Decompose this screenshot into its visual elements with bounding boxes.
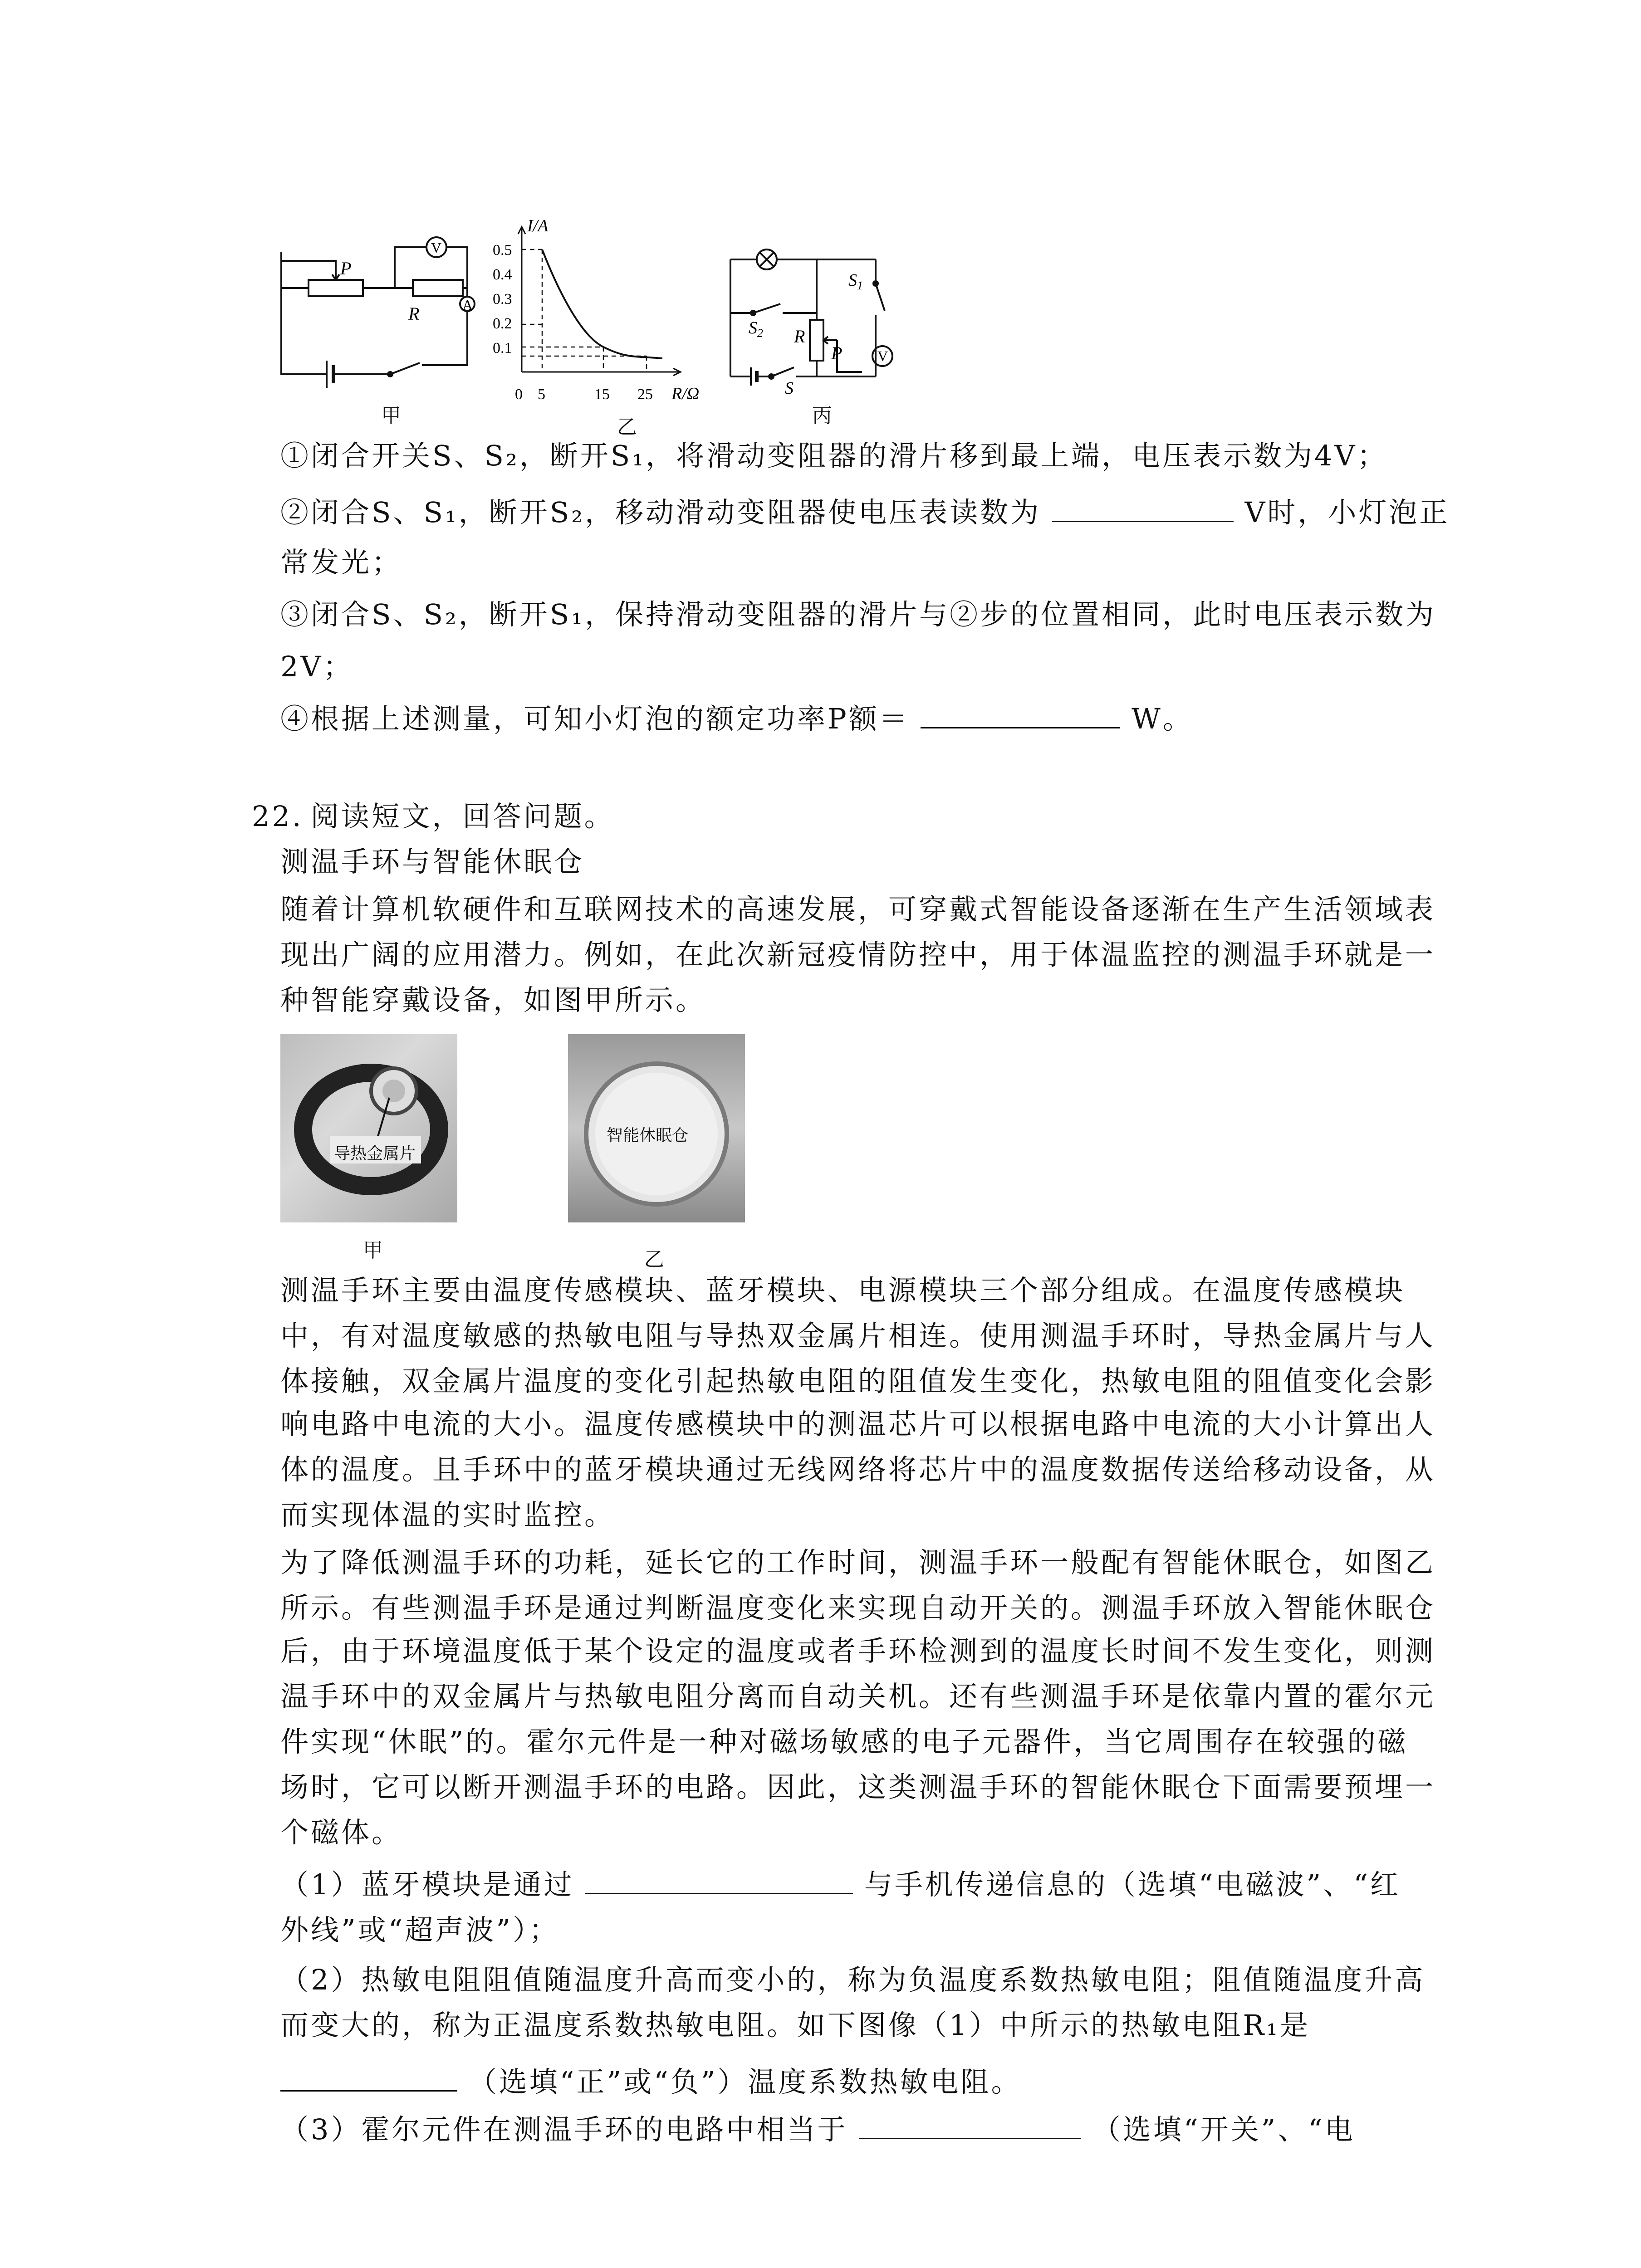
answer-blank-sub1[interactable] xyxy=(585,1867,853,1894)
label-S2: $S_2$ xyxy=(749,318,763,340)
q22-sub2-cont: 而变大的，称为正温度系数热敏电阻。如下图像（1）中所示的热敏电阻R₁是 xyxy=(280,2009,1310,2042)
answer-blank-power[interactable] xyxy=(921,701,1120,728)
photo-sleep-case xyxy=(568,1034,745,1222)
q22-header: 22. 阅读短文，回答问题。 xyxy=(252,800,615,833)
label-A: A xyxy=(462,297,473,313)
q22-p2-l5: 体的温度。且手环中的蓝牙模块通过无线网络将芯片中的温度数据传送给移动设备，从 xyxy=(280,1453,1436,1486)
label-R: R xyxy=(794,326,805,347)
photo-caption-yi: 乙 xyxy=(644,1248,664,1271)
step-4: ④根据上述测量，可知小灯泡的额定功率P额＝ W。 xyxy=(280,699,1193,739)
q22-sub1: （1）蓝牙模块是通过 与手机传递信息的（选填“电磁波”、“红 xyxy=(280,1864,1401,1905)
label-heat-conducting-plate: 导热金属片 xyxy=(334,1144,416,1163)
label-S: S xyxy=(785,379,794,395)
q22-p3-l6: 场时，它可以断开测温手环的电路。因此，这类测温手环的智能休眠仓下面需要预埋一 xyxy=(280,1770,1436,1804)
step-3-cont: 2V； xyxy=(280,650,354,683)
q22-p2-l4: 响电路中电流的大小。温度传感模块中的测温芯片可以根据电路中电流的大小计算出人 xyxy=(280,1408,1436,1441)
step-2: ②闭合S、S₁，断开S₂，移动滑动变阻器使电压表读数为 V时，小灯泡正 xyxy=(280,492,1450,533)
q22-p2-l6: 而实现体温的实时监控。 xyxy=(280,1498,615,1531)
label-V: V xyxy=(877,348,888,364)
x-tick-25: 25 xyxy=(637,386,653,403)
x-tick-0: 0 xyxy=(515,386,523,403)
caption-yi: 乙 xyxy=(617,415,637,439)
y-tick-03: 0.3 xyxy=(493,291,512,308)
answer-blank-step2[interactable] xyxy=(1052,494,1234,522)
graph-yi xyxy=(490,218,744,417)
step-3: ③闭合S、S₂，断开S₁，保持滑动变阻器的滑片与②步的位置相同，此时电压表示数为 xyxy=(280,598,1436,631)
q22-sub3: （3）霍尔元件在测温手环的电路中相当于 （选填“开关”、“电 xyxy=(280,2109,1355,2150)
q22-sub1-cont: 外线”或“超声波”）； xyxy=(280,1913,560,1946)
y-axis-label: I/A xyxy=(527,218,549,235)
q22-p2-l1: 测温手环主要由温度传感模块、蓝牙模块、电源模块三个部分组成。在温度传感模块 xyxy=(280,1274,1406,1307)
q22-p1-l3: 种智能穿戴设备，如图甲所示。 xyxy=(280,983,706,1017)
x-tick-15: 15 xyxy=(594,386,610,403)
y-tick-01: 0.1 xyxy=(493,340,512,357)
label-P: P xyxy=(340,258,352,279)
q22-title: 测温手环与智能休眠仓 xyxy=(280,845,585,878)
photo-caption-jia: 甲 xyxy=(363,1239,383,1262)
y-tick-05: 0.5 xyxy=(493,242,512,259)
caption-bing: 丙 xyxy=(812,404,832,427)
y-tick-02: 0.2 xyxy=(493,315,512,332)
circuit-diagram-jia xyxy=(272,229,481,411)
q22-p1-l2: 现出广阔的应用潜力。例如，在此次新冠疫情防控中，用于体温监控的测温手环就是一 xyxy=(280,938,1436,971)
q22-p2-l3: 体接触，双金属片温度的变化引起热敏电阻的阻值发生变化，热敏电阻的阻值变化会影 xyxy=(280,1364,1436,1398)
y-tick-04: 0.4 xyxy=(493,266,512,283)
wristband-graphic xyxy=(280,1034,457,1222)
x-axis-label: R/Ω xyxy=(671,384,700,403)
label-S1: $S_1$ xyxy=(848,271,863,292)
q22-p2-l2: 中，有对温度敏感的热敏电阻与导热双金属片相连。使用测温手环时，导热金属片与人 xyxy=(280,1319,1436,1352)
circuit-diagram-bing xyxy=(726,240,926,395)
label-V: V xyxy=(431,240,442,256)
step-2-cont: 常发光； xyxy=(280,546,402,579)
photo-wristband xyxy=(280,1034,457,1222)
answer-blank-sub2[interactable] xyxy=(280,2064,457,2092)
answer-blank-sub3[interactable] xyxy=(859,2112,1081,2139)
q22-sub2: （2）热敏电阻阻值随温度升高而变小的，称为负温度系数热敏电阻；阻值随温度升高 xyxy=(280,1963,1425,1996)
q22-sub2-cont2: （选填“正”或“负”）温度系数热敏电阻。 xyxy=(280,2062,1022,2102)
q22-p1-l1: 随着计算机软硬件和互联网技术的高速发展，可穿戴式智能设备逐渐在生产生活领域表 xyxy=(280,893,1436,926)
label-smart-sleep-case: 智能休眠仓 xyxy=(607,1126,689,1145)
q22-p3-l3: 后，由于环境温度低于某个设定的温度或者手环检测到的温度长时间不发生变化，则测 xyxy=(280,1634,1436,1667)
label-P: P xyxy=(831,343,843,363)
step-1: ①闭合开关S、S₂，断开S₁，将滑动变阻器的滑片移到最上端，电压表示数为4V； xyxy=(280,439,1388,472)
caption-jia: 甲 xyxy=(381,404,401,427)
label-R: R xyxy=(408,303,420,324)
q22-p3-l4: 温手环中的双金属片与热敏电阻分离而自动关机。还有些测温手环是依靠内置的霍尔元 xyxy=(280,1680,1436,1713)
q22-p3-l2: 所示。有些测温手环是通过判断温度变化来实现自动开关的。测温手环放入智能休眠仓 xyxy=(280,1591,1436,1624)
q22-p3-l5: 件实现“休眠”的。霍尔元件是一种对磁场敏感的电子元器件，当它周围存在较强的磁 xyxy=(280,1725,1408,1758)
q22-p3-l1: 为了降低测温手环的功耗，延长它的工作时间，测温手环一般配有智能休眠仓，如图乙 xyxy=(280,1546,1436,1579)
x-tick-5: 5 xyxy=(538,386,545,403)
q22-p3-l7: 个磁体。 xyxy=(280,1816,402,1849)
